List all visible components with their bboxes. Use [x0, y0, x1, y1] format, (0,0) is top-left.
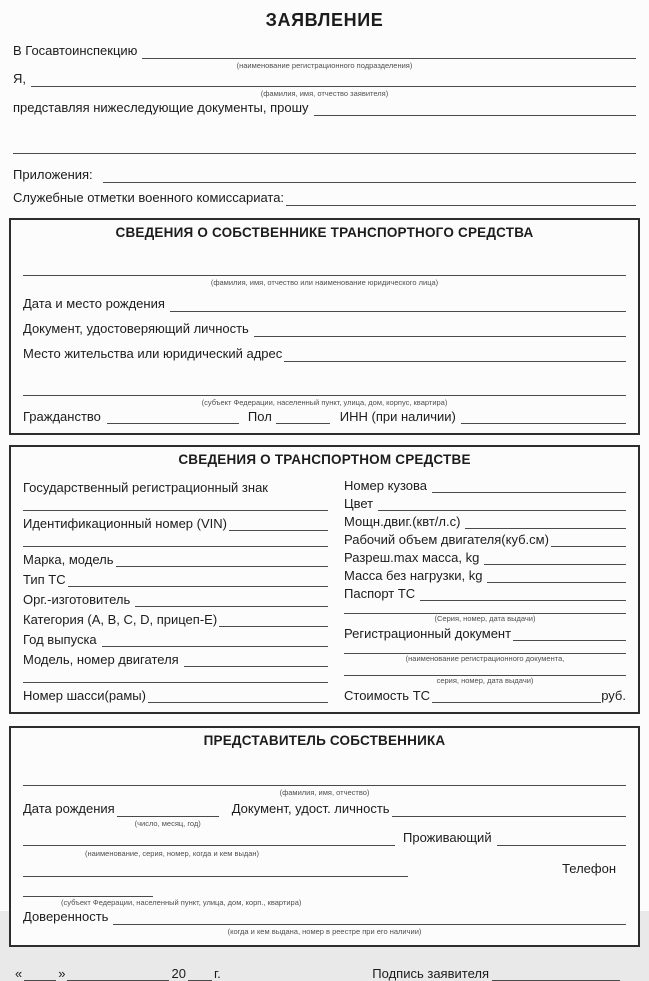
rep-phone-label: Телефон: [562, 861, 616, 877]
type-label: Тип ТС: [23, 572, 66, 588]
poa-label: Доверенность: [23, 909, 109, 925]
cost-field[interactable]: [432, 689, 601, 703]
request-row: [13, 101, 636, 116]
owner-section-title: СВЕДЕНИЯ О СОБСТВЕННИКЕ ТРАНСПОРТНОГО СРЕДСТВА: [115, 224, 534, 240]
make-model-row: [23, 547, 328, 567]
inspection-name-field[interactable]: [142, 45, 636, 59]
date-month-field[interactable]: [67, 967, 169, 981]
reg-plate-row-line: [23, 495, 328, 511]
rep-address-caption: (субъект Федерации, населенный пункт, улица, дом, корп., квартира): [61, 898, 302, 908]
request-field[interactable]: [314, 102, 636, 116]
reg-plate-row: [23, 475, 328, 495]
owner-identity-doc-field[interactable]: [254, 323, 626, 337]
color-row: [344, 493, 626, 511]
power-label: Мощн.двиг.(квт/л.с): [344, 514, 461, 530]
owner-birth-row: [23, 297, 626, 312]
reg-doc-caption-2: серия, номер, дата выдачи): [436, 676, 534, 686]
year-row: [23, 627, 328, 647]
category-label: Категория (А, В, С, D, прицеп-Е): [23, 612, 218, 628]
owner-inn-label: ИНН (при наличии): [339, 408, 456, 424]
max-mass-row: [344, 547, 626, 565]
year-field[interactable]: [102, 633, 328, 647]
request-field-line2[interactable]: [13, 140, 636, 154]
military-notes-label: Служебные отметки военного комиссариата:: [13, 189, 285, 205]
cost-unit-label: руб.: [601, 688, 626, 704]
manufacturer-row: [23, 587, 328, 607]
owner-address-field-line2[interactable]: [23, 382, 626, 396]
owner-birth-field[interactable]: [170, 298, 626, 312]
reg-doc-label: Регистрационный документ: [344, 626, 512, 642]
reg-plate-label: Государственный регистрационный знак: [23, 480, 268, 496]
rep-residence-field[interactable]: [497, 832, 626, 846]
volume-field[interactable]: [551, 533, 626, 547]
applicant-row: [13, 72, 636, 87]
vehicle-section-title: СВЕДЕНИЯ О ТРАНСПОРТНОМ СРЕДСТВЕ: [178, 452, 471, 468]
owner-address-label: Место жительства или юридический адрес: [23, 345, 283, 361]
make-model-label: Марка, модель: [23, 552, 114, 568]
attachments-field[interactable]: [103, 169, 636, 183]
max-mass-label: Разреш.max масса, kg: [344, 550, 480, 566]
rep-name-caption: (фамилия, имя, отчество): [279, 788, 370, 798]
inspection-row: [13, 44, 636, 59]
category-field[interactable]: [219, 613, 328, 627]
rep-doc-field-line3[interactable]: [23, 863, 408, 877]
type-row: [23, 567, 328, 587]
rep-identity-doc-label: Документ, удост. личность: [231, 801, 390, 817]
passport-field-line2[interactable]: [344, 600, 626, 614]
power-row: [344, 511, 626, 529]
passport-field[interactable]: [420, 587, 626, 601]
date-year-suffix: г.: [213, 966, 221, 981]
manufacturer-field[interactable]: [135, 593, 328, 607]
empty-mass-row: [344, 565, 626, 583]
rep-residence-row: [23, 831, 626, 846]
request-label: представляя нижеследующие документы, прошу: [13, 99, 309, 115]
color-label: Цвет: [344, 496, 374, 512]
rep-address-row: [23, 883, 626, 897]
passport-label: Паспорт ТС: [344, 586, 416, 602]
date-year-field[interactable]: [188, 967, 212, 981]
passport-row: [344, 583, 626, 601]
page-title: ЗАЯВЛЕНИЕ: [265, 10, 384, 30]
rep-identity-doc-field-line2[interactable]: [23, 832, 395, 846]
year-label: Год выпуска: [23, 632, 97, 648]
form-footer: [9, 966, 640, 981]
applicant-name-field[interactable]: [31, 73, 636, 87]
date-quote-open: «: [15, 966, 23, 981]
owner-identity-doc-label: Документ, удостоверяющий личность: [23, 320, 249, 336]
owner-address-row-2: [23, 382, 626, 396]
manufacturer-label: Орг.-изготовитель: [23, 592, 131, 608]
poa-field[interactable]: [113, 911, 626, 925]
type-field[interactable]: [68, 573, 328, 587]
rep-identity-doc-field[interactable]: [392, 803, 626, 817]
inspection-caption: (наименование регистрационного подразделения): [236, 60, 413, 70]
body-number-row: [344, 475, 626, 493]
owner-name-row: [23, 262, 626, 276]
rep-name-field[interactable]: [23, 772, 626, 786]
rep-name-row: [23, 772, 626, 786]
owner-citizenship-label: Гражданство: [23, 408, 101, 424]
vin-row-line2: [23, 531, 328, 547]
category-row: [23, 607, 328, 627]
vehicle-section: [9, 445, 640, 714]
military-notes-field[interactable]: [286, 192, 636, 206]
rep-birth-row: [23, 801, 626, 829]
chassis-label: Номер шасси(рамы): [23, 688, 146, 704]
vehicle-left-column: [23, 475, 328, 703]
engine-row: [23, 647, 328, 667]
vehicle-columns: [23, 475, 626, 703]
attachments-row: [13, 168, 636, 183]
reg-doc-field[interactable]: [513, 627, 626, 641]
vehicle-right-column: [344, 475, 626, 703]
color-field[interactable]: [378, 497, 626, 511]
date-quote-close: »: [58, 966, 66, 981]
rep-phone-row: [23, 862, 626, 877]
passport-row-line2: [344, 601, 626, 614]
chassis-row: [23, 683, 328, 703]
owner-sex-field[interactable]: [276, 410, 330, 424]
representative-section: [9, 726, 640, 947]
signature-field[interactable]: [492, 967, 620, 981]
reg-doc-row-line3: [344, 663, 626, 676]
vin-label: Идентификационный номер (VIN): [23, 516, 227, 532]
empty-mass-field[interactable]: [487, 569, 626, 583]
owner-address-row: [23, 347, 626, 362]
engine-row-line2: [23, 667, 328, 683]
reg-doc-row-line2: [344, 641, 626, 654]
poa-caption: (когда и кем выдана, номер в реестре при его наличии): [227, 927, 422, 937]
owner-name-caption: (фамилия, имя, отчество или наименование юридического лица): [210, 277, 439, 287]
engine-field[interactable]: [184, 653, 328, 667]
rep-residence-label: Проживающий: [403, 830, 492, 846]
vin-row: [23, 511, 328, 531]
owner-name-field[interactable]: [23, 262, 626, 276]
volume-label: Рабочий объем двигателя(куб.см): [344, 532, 549, 548]
rep-address-field[interactable]: [23, 883, 153, 897]
inspection-label: В Госавтоинспекцию: [13, 43, 138, 58]
max-mass-field[interactable]: [484, 551, 626, 565]
applicant-label: Я,: [13, 70, 26, 86]
applicant-caption: (фамилия, имя, отчество заявителя): [260, 88, 389, 98]
body-number-label: Номер кузова: [344, 478, 427, 494]
chassis-field[interactable]: [148, 689, 328, 703]
owner-citizenship-field[interactable]: [107, 410, 239, 424]
reg-doc-field-line3[interactable]: [344, 662, 626, 676]
rep-birth-label: Дата рождения: [23, 801, 115, 817]
poa-row: [23, 910, 626, 925]
cost-label: Стоимость ТС: [344, 688, 431, 704]
rep-birth-date-field[interactable]: [117, 803, 219, 829]
representative-section-title: ПРЕДСТАВИТЕЛЬ СОБСТВЕННИКА: [203, 733, 446, 749]
owner-address-caption: (субъект Федерации, населенный пункт, улица, дом, корпус, квартира): [201, 397, 448, 407]
engine-label: Модель, номер двигателя: [23, 652, 179, 668]
signature-label: Подпись заявителя: [372, 966, 489, 981]
reg-doc-caption-1: (наименование регистрационного документа,: [405, 654, 565, 664]
attachments-label: Приложения:: [13, 166, 93, 182]
body-number-field[interactable]: [432, 479, 626, 493]
empty-mass-label: Масса без нагрузки, kg: [344, 568, 483, 584]
volume-row: [344, 529, 626, 547]
date-century-label: 20: [171, 966, 186, 981]
vin-field[interactable]: [229, 517, 328, 531]
owner-address-field[interactable]: [284, 348, 626, 362]
engine-field-line2[interactable]: [23, 669, 328, 683]
owner-identity-doc-row: [23, 322, 626, 337]
request-row-2: [13, 140, 636, 154]
cost-row: [344, 685, 626, 703]
reg-doc-row: [344, 623, 626, 641]
owner-section: [9, 218, 640, 436]
date-day-field[interactable]: [24, 967, 56, 981]
military-notes-row: [13, 191, 636, 206]
power-field[interactable]: [465, 515, 626, 529]
make-model-field[interactable]: [116, 553, 329, 567]
owner-sex-label: Пол: [247, 408, 272, 424]
rep-doc-caption: (наименование, серия, номер, когда и кем выдан): [85, 849, 260, 859]
reg-plate-field[interactable]: [23, 497, 328, 511]
owner-inn-field[interactable]: [461, 410, 626, 424]
owner-citizenship-row: [23, 410, 626, 425]
rep-birth-caption: (число, месяц, год): [134, 819, 201, 829]
vin-field-line2[interactable]: [23, 533, 328, 547]
passport-caption: (Серия, номер, дата выдачи): [434, 614, 536, 624]
form-header: [9, 44, 640, 206]
owner-birth-label: Дата и место рождения: [23, 295, 165, 311]
reg-doc-field-line2[interactable]: [344, 640, 626, 654]
